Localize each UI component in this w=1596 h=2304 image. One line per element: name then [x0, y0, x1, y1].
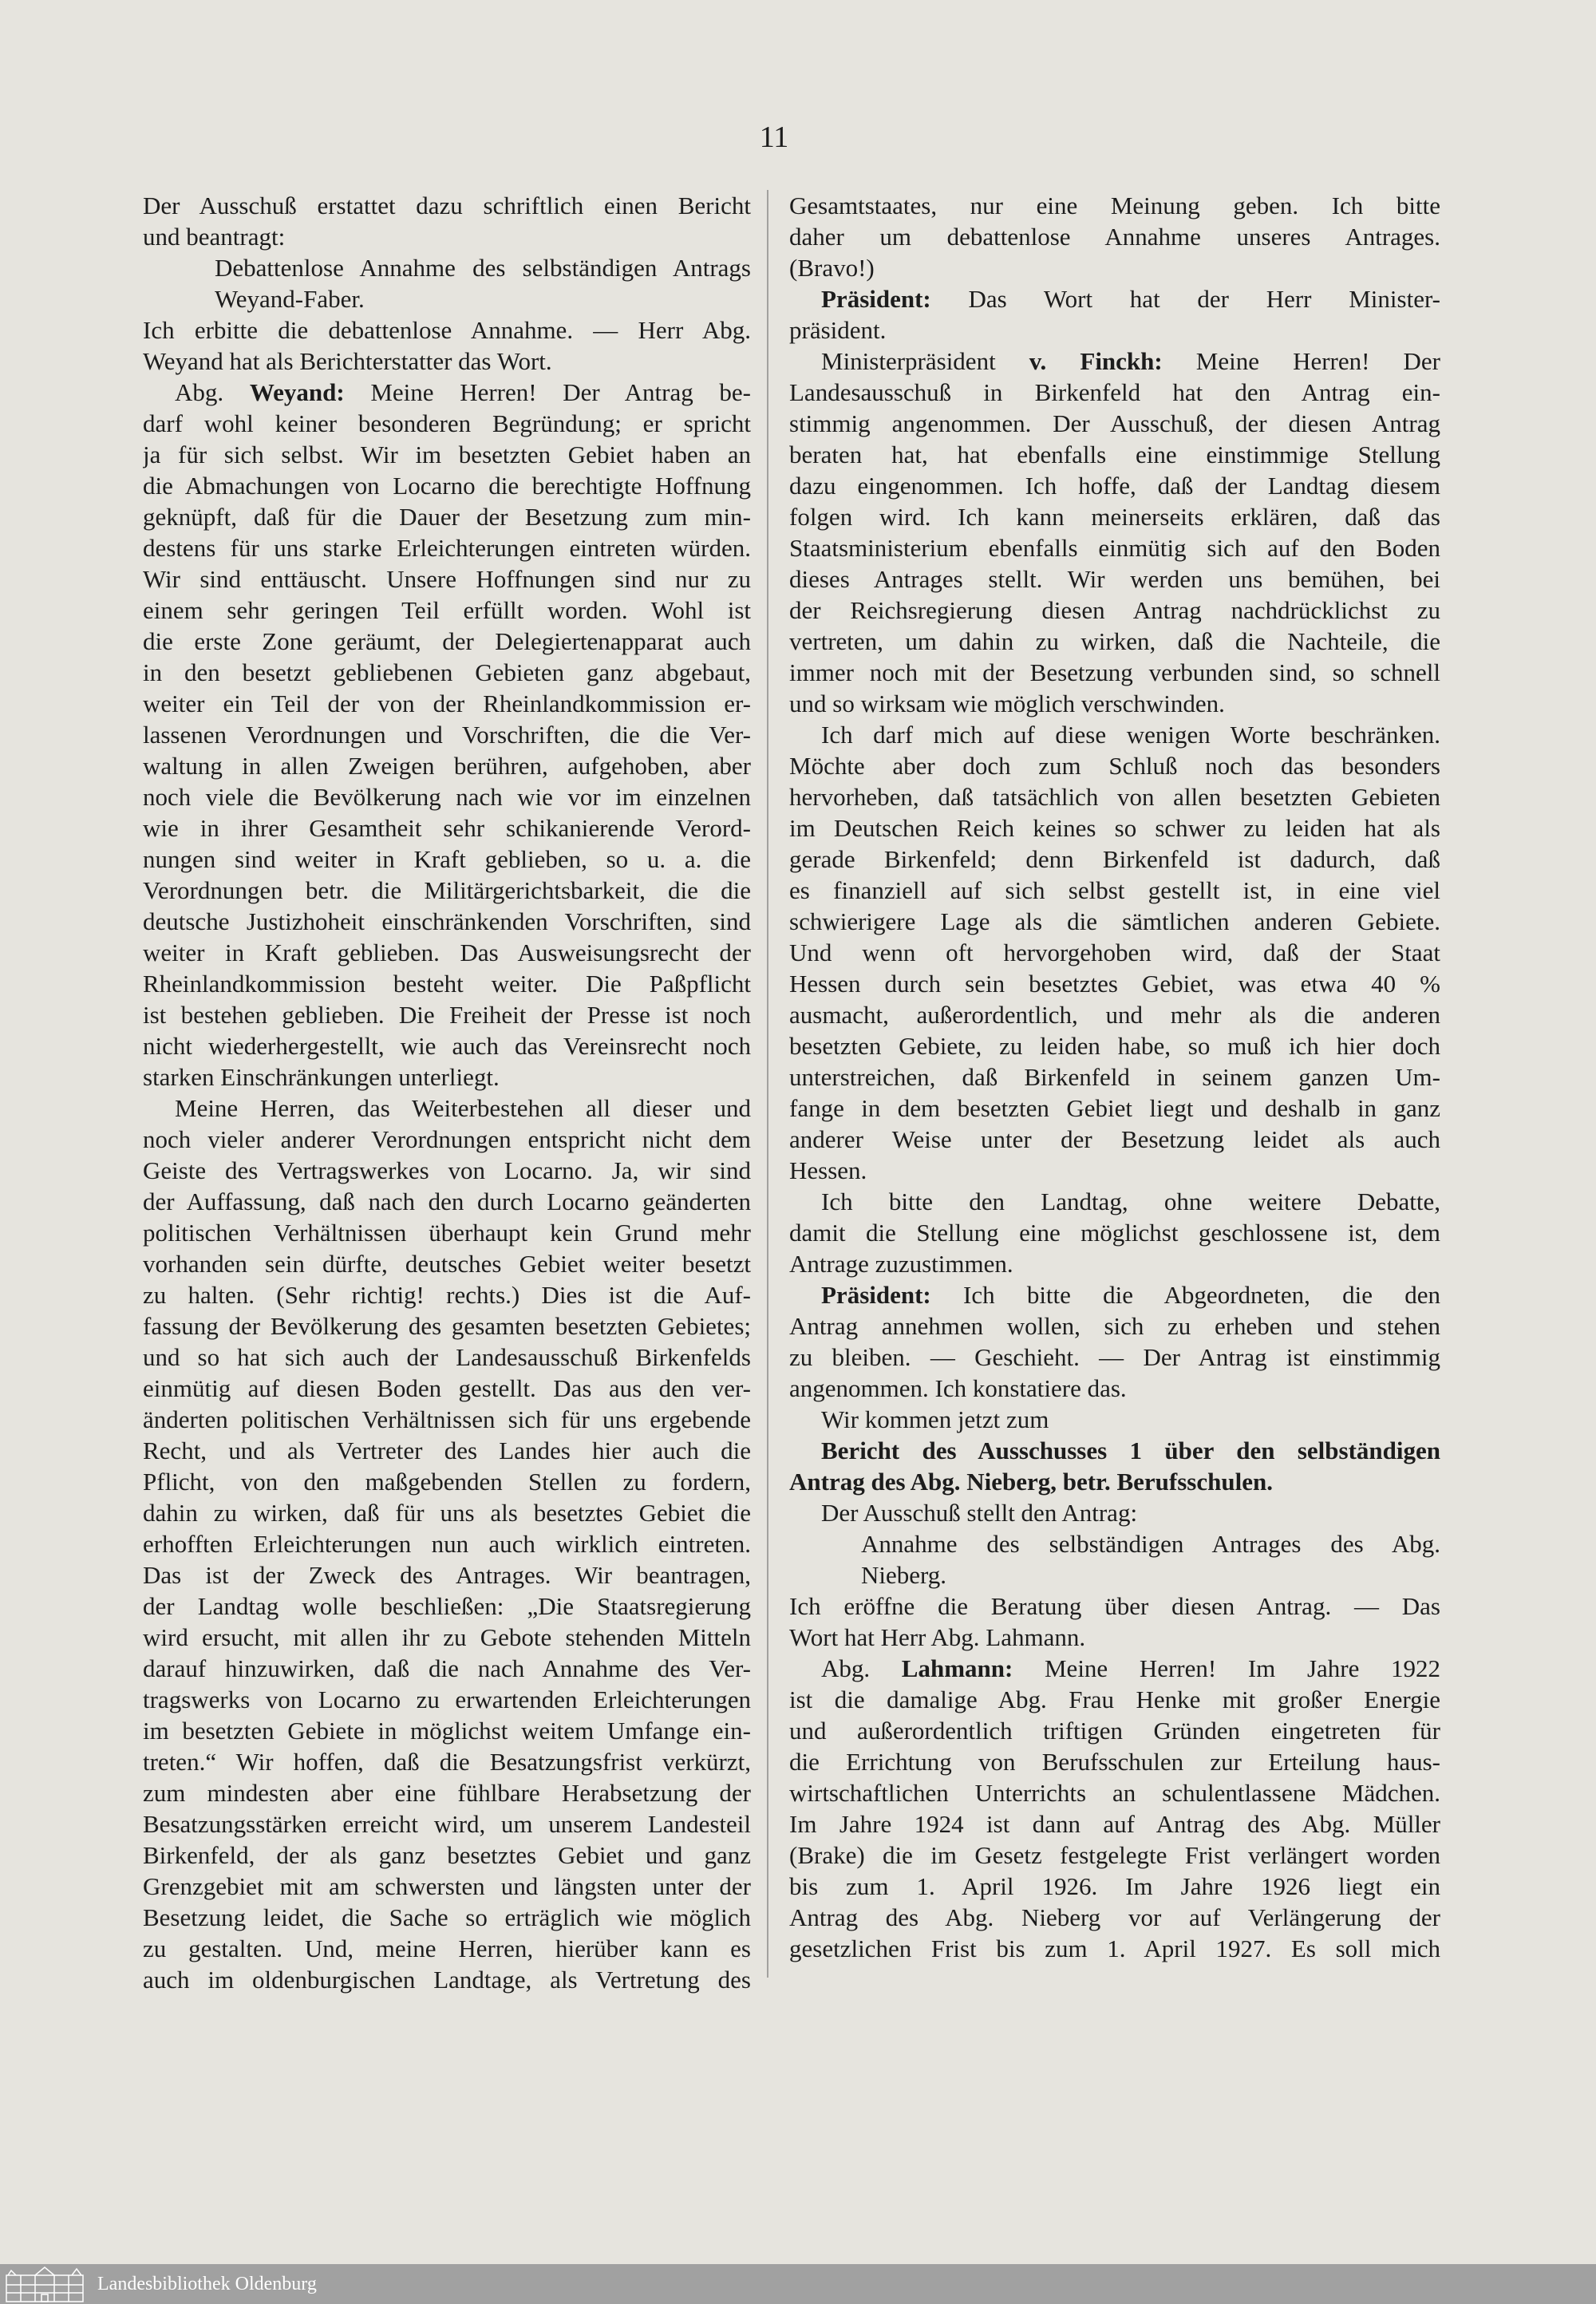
- text-line: [789, 1902, 1440, 1933]
- text-line: [789, 1684, 1440, 1715]
- right-column: [789, 190, 1440, 1964]
- text-line: [143, 283, 751, 314]
- text-line: [789, 532, 1440, 563]
- line-text: beraten hat, hat ebenfalls eine einstimmige Stellung: [789, 441, 1440, 468]
- line-text: ja für sich selbst. Wir im besetzten Gebiet haben an: [143, 441, 751, 468]
- line-text: Antrag annehmen wollen, sich zu erheben und stehen: [789, 1312, 1440, 1340]
- line-text: Und wenn oft hervorgehoben wird, daß der Staat: [789, 939, 1440, 966]
- line-text: Ich eröffne die Beratung über diesen Antrag. — Das: [789, 1592, 1440, 1620]
- line-text: dieses Antrages stellt. Wir werden uns bemühen, bei: [789, 565, 1440, 593]
- line-text: vorhanden sein dürfte, deutsches Gebiet weiter besetzt: [143, 1250, 751, 1278]
- text-line: [789, 906, 1440, 937]
- text-line: [143, 408, 751, 439]
- text-line: [789, 937, 1440, 968]
- line-text: ist die damalige Abg. Frau Henke mit großer Energie: [789, 1686, 1440, 1713]
- line-text: einmütig auf diesen Boden gestellt. Das aus den ver-: [143, 1374, 751, 1402]
- line-text: Gesamtstaates, nur eine Meinung geben. Ich bitte: [789, 192, 1440, 219]
- line-text: die Abmachungen von Locarno die berechtigte Hoffnung: [143, 472, 751, 500]
- text-line: [143, 1342, 751, 1373]
- text-line: [143, 314, 751, 346]
- left-column: [143, 190, 751, 1995]
- text-line: [143, 439, 751, 470]
- line-text: hervorheben, daß tatsächlich von allen besetzten Gebieten: [789, 783, 1440, 811]
- line-text: stimmig angenommen. Der Ausschuß, der diesen Antrag: [789, 409, 1440, 437]
- text-line: [789, 377, 1440, 408]
- line-text: Wir kommen jetzt zum: [821, 1405, 1049, 1433]
- line-text: Meine Herren, das Weiterbestehen all dieser und: [175, 1094, 751, 1122]
- text-line: [789, 190, 1440, 221]
- line-text: Im Jahre 1924 ist dann auf Antrag des Abg. Müller: [789, 1810, 1440, 1838]
- text-line: [789, 688, 1440, 719]
- text-line: [143, 906, 751, 937]
- line-text: Weyand hat als Berichterstatter das Wort.: [143, 347, 552, 375]
- text-line: [789, 1653, 1440, 1684]
- text-line: [789, 1591, 1440, 1622]
- line-text: Nieberg.: [861, 1561, 947, 1589]
- text-line: [789, 1497, 1440, 1528]
- text-line: [143, 937, 751, 968]
- text-line: [789, 408, 1440, 439]
- text-line: [789, 1746, 1440, 1777]
- text-line: [789, 1528, 1440, 1559]
- text-line: [789, 812, 1440, 844]
- text-line: [789, 470, 1440, 501]
- text-line: [789, 314, 1440, 346]
- text-line: [143, 252, 751, 283]
- text-line: [143, 1777, 751, 1808]
- line-text: bis zum 1. April 1926. Im Jahre 1926 liegt ein: [789, 1872, 1440, 1900]
- text-line: [143, 750, 751, 781]
- text-line: [789, 875, 1440, 906]
- footer-bar: [0, 2264, 1596, 2304]
- line-text: noch vieler anderer Verordnungen entspricht nicht dem: [143, 1125, 751, 1153]
- line-text: die erste Zone geräumt, der Delegiertenapparat auch: [143, 627, 751, 655]
- line-text: auch im oldenburgischen Landtage, als Vertretung des: [143, 1966, 751, 1994]
- speaker-name: Präsident:: [821, 1281, 931, 1309]
- line-text: lassenen Verordnungen und Vorschriften, die die Ver-: [143, 721, 751, 749]
- line-text: erhofften Erleichterungen nun auch wirklich eintreten.: [143, 1530, 751, 1558]
- text-line: [143, 626, 751, 657]
- line-text: dazu eingenommen. Ich hoffe, daß der Landtag diesem: [789, 472, 1440, 500]
- line-text: dahin zu wirken, daß für uns als besetztes Gebiet die: [143, 1499, 751, 1527]
- line-text: Antrag des Abg. Nieberg vor auf Verlängerung der: [789, 1903, 1440, 1931]
- line-text: der Reichsregierung diesen Antrag nachdrücklichst zu: [789, 596, 1440, 624]
- line-text: Bericht des Ausschusses 1 über den selbständigen: [821, 1437, 1440, 1464]
- text-line: [143, 1964, 751, 1995]
- line-text: Möchte aber doch zum Schluß noch das besonders: [789, 752, 1440, 780]
- line-text: Debattenlose Annahme des selbständigen Antrags: [215, 254, 751, 282]
- text-line: [143, 470, 751, 501]
- text-line: [789, 1217, 1440, 1248]
- line-text: tragswerks von Locarno zu erwartenden Erleichterungen: [143, 1686, 751, 1713]
- line-text: Hessen durch sein besetztes Gebiet, was etwa 40 %: [789, 970, 1440, 998]
- line-text: starken Einschränkungen unterliegt.: [143, 1063, 500, 1091]
- text-line: [789, 844, 1440, 875]
- line-text: zu gestalten. Und, meine Herren, hierüber kann es: [143, 1934, 751, 1962]
- line-text: Besatzungsstärken erreicht wird, um unserem Landesteil: [143, 1810, 751, 1838]
- line-text: waltung in allen Zweigen berühren, aufgehoben, aber: [143, 752, 751, 780]
- text-line: [143, 1653, 751, 1684]
- line-text: destens für uns starke Erleichterungen eintreten würden.: [143, 534, 751, 562]
- text-line: [789, 283, 1440, 314]
- text-line: [143, 1030, 751, 1061]
- line-text: Landesausschuß in Birkenfeld hat den Antrag ein-: [789, 378, 1440, 406]
- text-line: [143, 1746, 751, 1777]
- text-line: [143, 1871, 751, 1902]
- line-text: Ich bitte den Landtag, ohne weitere Debatte,: [821, 1188, 1440, 1215]
- line-text: darauf hinzuwirken, daß die nach Annahme des Ver-: [143, 1654, 751, 1682]
- line-text: und so hat sich auch der Landesausschuß Birkenfelds: [143, 1343, 751, 1371]
- line-text: im besetzten Gebiete in möglichst weitem Umfange ein-: [143, 1717, 751, 1745]
- line-text: Weyand-Faber.: [215, 285, 365, 313]
- line-text: Antrage zuzustimmen.: [789, 1250, 1013, 1278]
- text-line: [143, 875, 751, 906]
- line-text: ausmacht, außerordentlich, und mehr als die anderen: [789, 1001, 1440, 1029]
- line-text: der Auffassung, daß nach den durch Locarno geänderten: [143, 1188, 751, 1215]
- line-text: Annahme des selbständigen Antrages des Abg.: [861, 1530, 1440, 1558]
- text-line: [143, 1124, 751, 1155]
- line-text: (Bravo!): [789, 254, 875, 282]
- text-line: [143, 346, 751, 377]
- line-text: nicht wiederhergestellt, wie auch das Vereinsrecht noch: [143, 1032, 751, 1060]
- line-text: ist bestehen geblieben. Die Freiheit der Presse ist noch: [143, 1001, 751, 1029]
- line-text: Der Ausschuß stellt den Antrag:: [821, 1499, 1138, 1527]
- line-text: damit die Stellung eine möglichst geschlossene ist, dem: [789, 1219, 1440, 1247]
- line-text: Ich erbitte die debattenlose Annahme. — Herr Abg.: [143, 316, 751, 344]
- text-line: [789, 1093, 1440, 1124]
- text-line: [789, 595, 1440, 626]
- text-line: [143, 1373, 751, 1404]
- line-text: gesetzlichen Frist bis zum 1. April 1927. Es soll mich: [789, 1934, 1440, 1962]
- text-line: [143, 1933, 751, 1964]
- line-text: der Landtag wolle beschließen: „Die Staatsregierung: [143, 1592, 751, 1620]
- text-line: [789, 626, 1440, 657]
- line-text: zu bleiben. — Geschieht. — Der Antrag ist einstimmig: [789, 1343, 1440, 1371]
- line-text: deutsche Justizhoheit einschränkenden Vorschriften, sind: [143, 907, 751, 935]
- text-line: [143, 1248, 751, 1279]
- text-line: [143, 1591, 751, 1622]
- text-line: [789, 968, 1440, 999]
- text-line: [789, 999, 1440, 1030]
- line-text: nungen sind weiter in Kraft geblieben, so u. a. die: [143, 845, 751, 873]
- text-line: [789, 1622, 1440, 1653]
- line-text: anderer Weise unter der Besetzung leidet als auch: [789, 1125, 1440, 1153]
- text-line: [143, 844, 751, 875]
- line-text: einem sehr geringen Teil erfüllt worden. Wohl ist: [143, 596, 751, 624]
- line-text: (Brake) die im Gesetz festgelegte Frist verlängert worden: [789, 1841, 1440, 1869]
- speaker-name: v. Finckh:: [1029, 347, 1163, 375]
- line-text: Wir sind enttäuscht. Unsere Hoffnungen sind nur zu: [143, 565, 751, 593]
- text-line: [143, 688, 751, 719]
- text-line: [143, 968, 751, 999]
- line-text: zu halten. (Sehr richtig! rechts.) Dies ist die Auf-: [143, 1281, 751, 1309]
- text-line: [789, 1871, 1440, 1902]
- line-text: Meine Herren! Im Jahre 1922: [1013, 1654, 1440, 1682]
- text-line: [143, 1840, 751, 1871]
- line-text: änderten politischen Verhältnissen sich für uns ergebende: [143, 1405, 751, 1433]
- text-line: [789, 563, 1440, 595]
- text-line: [789, 1155, 1440, 1186]
- text-line: [143, 1279, 751, 1310]
- line-text: Recht, und als Vertreter des Landes hier auch die: [143, 1437, 751, 1464]
- line-text: weiter in Kraft geblieben. Das Ausweisungsrecht der: [143, 939, 751, 966]
- text-line: [789, 1840, 1440, 1871]
- text-line: [789, 1933, 1440, 1964]
- text-line: [143, 1186, 751, 1217]
- text-line: [143, 999, 751, 1030]
- line-text: noch viele die Bevölkerung nach wie vor im einzelnen: [143, 783, 751, 811]
- line-text: zum mindesten aber eine fühlbare Herabsetzung der: [143, 1779, 751, 1807]
- text-line: [789, 1435, 1440, 1466]
- line-text: weiter ein Teil der von der Rheinlandkommission er-: [143, 690, 751, 717]
- line-text: Grenzgebiet mit am schwersten und längsten unter der: [143, 1872, 751, 1900]
- line-text: Verordnungen betr. die Militärgerichtsbarkeit, die die: [143, 876, 751, 904]
- text-line: [143, 1497, 751, 1528]
- line-text: Meine Herren! Der: [1162, 347, 1440, 375]
- speaker-name: Lahmann:: [901, 1654, 1013, 1682]
- speaker-name: Weyand:: [249, 378, 345, 406]
- line-text: in den besetzt gebliebenen Gebieten ganz abgebaut,: [143, 658, 751, 686]
- text-line: [143, 1466, 751, 1497]
- line-text: und außerordentlich triftigen Gründen eingetreten für: [789, 1717, 1440, 1745]
- text-line: [143, 190, 751, 221]
- text-line: [143, 1404, 751, 1435]
- line-text: daher um debattenlose Annahme unseres Antrages.: [789, 223, 1440, 251]
- text-line: [143, 1715, 751, 1746]
- line-text: Das Wort hat der Herr Minister-: [930, 285, 1440, 313]
- line-text: geknüpft, daß für die Dauer der Besetzung zum min-: [143, 503, 751, 531]
- text-line: [789, 750, 1440, 781]
- line-text: wirtschaftlichen Unterrichts an schulentlassene Mädchen.: [789, 1779, 1440, 1807]
- line-text: im Deutschen Reich keines so schwer zu leiden hat als: [789, 814, 1440, 842]
- library-building-icon: [5, 2266, 85, 2302]
- text-line: [143, 1310, 751, 1342]
- line-text: Meine Herren! Der Antrag be-: [344, 378, 751, 406]
- text-line: [789, 1404, 1440, 1435]
- text-line: [789, 1715, 1440, 1746]
- line-text: vertreten, um dahin zu wirken, daß die Nachteile, die: [789, 627, 1440, 655]
- text-line: [789, 657, 1440, 688]
- text-line: [143, 1435, 751, 1466]
- text-line: [143, 532, 751, 563]
- text-line: [789, 1186, 1440, 1217]
- line-text: Ministerpräsident: [821, 347, 1029, 375]
- line-text: fange in dem besetzten Gebiet liegt und deshalb in ganz: [789, 1094, 1440, 1122]
- line-text: fassung der Bevölkerung des gesamten besetzten Gebietes;: [143, 1312, 751, 1340]
- line-text: und beantragt:: [143, 223, 286, 251]
- text-line: [789, 719, 1440, 750]
- line-text: politischen Verhältnissen überhaupt kein Grund mehr: [143, 1219, 751, 1247]
- text-line: [143, 1808, 751, 1840]
- speaker-name: Präsident:: [821, 285, 931, 313]
- line-text: besetzten Gebiete, zu leiden habe, so muß ich hier doch: [789, 1032, 1440, 1060]
- text-line: [789, 1466, 1440, 1497]
- text-line: [143, 719, 751, 750]
- line-text: unterstreichen, daß Birkenfeld in seinem ganzen Um-: [789, 1063, 1440, 1091]
- text-line: [789, 1030, 1440, 1061]
- line-text: Pflicht, von den maßgebenden Stellen zu fordern,: [143, 1468, 751, 1496]
- line-text: Das ist der Zweck des Antrages. Wir beantragen,: [143, 1561, 751, 1589]
- line-text: gerade Birkenfeld; denn Birkenfeld ist dadurch, daß: [789, 845, 1440, 873]
- text-line: [789, 1808, 1440, 1840]
- text-line: [143, 501, 751, 532]
- text-line: [143, 221, 751, 252]
- text-line: [143, 1902, 751, 1933]
- text-line: [789, 1279, 1440, 1310]
- page-number: 11: [759, 121, 789, 154]
- line-text: wird ersucht, mit allen ihr zu Gebote stehenden Mitteln: [143, 1623, 751, 1651]
- text-line: [789, 221, 1440, 252]
- line-text: es finanziell auf sich selbst gestellt ist, in eine viel: [789, 876, 1440, 904]
- text-line: [143, 1528, 751, 1559]
- line-text: Besetzung leidet, die Sache so erträglich wie möglich: [143, 1903, 751, 1931]
- line-text: Geiste des Vertragswerkes von Locarno. Ja, wir sind: [143, 1156, 751, 1184]
- text-line: [143, 1622, 751, 1653]
- line-text: präsident.: [789, 316, 887, 344]
- text-line: [143, 1155, 751, 1186]
- text-line: [143, 1217, 751, 1248]
- library-name: Landesbibliothek Oldenburg: [97, 2273, 317, 2294]
- line-text: darf wohl keiner besonderen Begründung; er spricht: [143, 409, 751, 437]
- line-text: Antrag des Abg. Nieberg, betr. Berufsschulen.: [789, 1468, 1273, 1496]
- text-line: [789, 252, 1440, 283]
- text-line: [143, 595, 751, 626]
- text-line: [789, 1124, 1440, 1155]
- line-text: immer noch mit der Besetzung verbunden sind, so schnell: [789, 658, 1440, 686]
- text-line: [143, 563, 751, 595]
- text-line: [789, 346, 1440, 377]
- line-text: Ich bitte die Abgeordneten, die den: [930, 1281, 1440, 1309]
- text-line: [789, 1061, 1440, 1093]
- line-text: angenommen. Ich konstatiere das.: [789, 1374, 1127, 1402]
- line-text: wie in ihrer Gesamtheit sehr schikanierende Verord-: [143, 814, 751, 842]
- line-text: Hessen.: [789, 1156, 867, 1184]
- text-line: [789, 1373, 1440, 1404]
- line-text: Staatsministerium ebenfalls einmütig sich auf den Boden: [789, 534, 1440, 562]
- line-text: folgen wird. Ich kann meinerseits erklären, daß das: [789, 503, 1440, 531]
- line-text: und so wirksam wie möglich verschwinden.: [789, 690, 1225, 717]
- text-line: [789, 1559, 1440, 1591]
- text-line: [789, 1342, 1440, 1373]
- text-line: [789, 439, 1440, 470]
- line-text: Ich darf mich auf diese wenigen Worte beschränken.: [821, 721, 1440, 749]
- line-text: die Errichtung von Berufsschulen zur Erteilung haus-: [789, 1748, 1440, 1776]
- text-line: [143, 1093, 751, 1124]
- line-text: schwierigere Lage als die sämtlichen anderen Gebiete.: [789, 907, 1440, 935]
- text-line: [143, 1684, 751, 1715]
- text-line: [143, 781, 751, 812]
- text-line: [789, 1310, 1440, 1342]
- line-text: treten.“ Wir hoffen, daß die Besatzungsfrist verkürzt,: [143, 1748, 751, 1776]
- text-line: [143, 1559, 751, 1591]
- text-line: [143, 657, 751, 688]
- line-text: Rheinlandkommission besteht weiter. Die Paßpflicht: [143, 970, 751, 998]
- text-line: [789, 1777, 1440, 1808]
- text-line: [789, 781, 1440, 812]
- text-line: [789, 501, 1440, 532]
- text-line: [789, 1248, 1440, 1279]
- text-line: [143, 812, 751, 844]
- line-text: Der Ausschuß erstattet dazu schriftlich einen Bericht: [143, 192, 751, 219]
- line-text: Wort hat Herr Abg. Lahmann.: [789, 1623, 1086, 1651]
- line-text: Abg.: [175, 378, 250, 406]
- text-line: [143, 377, 751, 408]
- line-text: Abg.: [821, 1654, 902, 1682]
- text-line: [143, 1061, 751, 1093]
- line-text: Birkenfeld, der als ganz besetztes Gebiet und ganz: [143, 1841, 751, 1869]
- column-divider: [767, 190, 768, 1978]
